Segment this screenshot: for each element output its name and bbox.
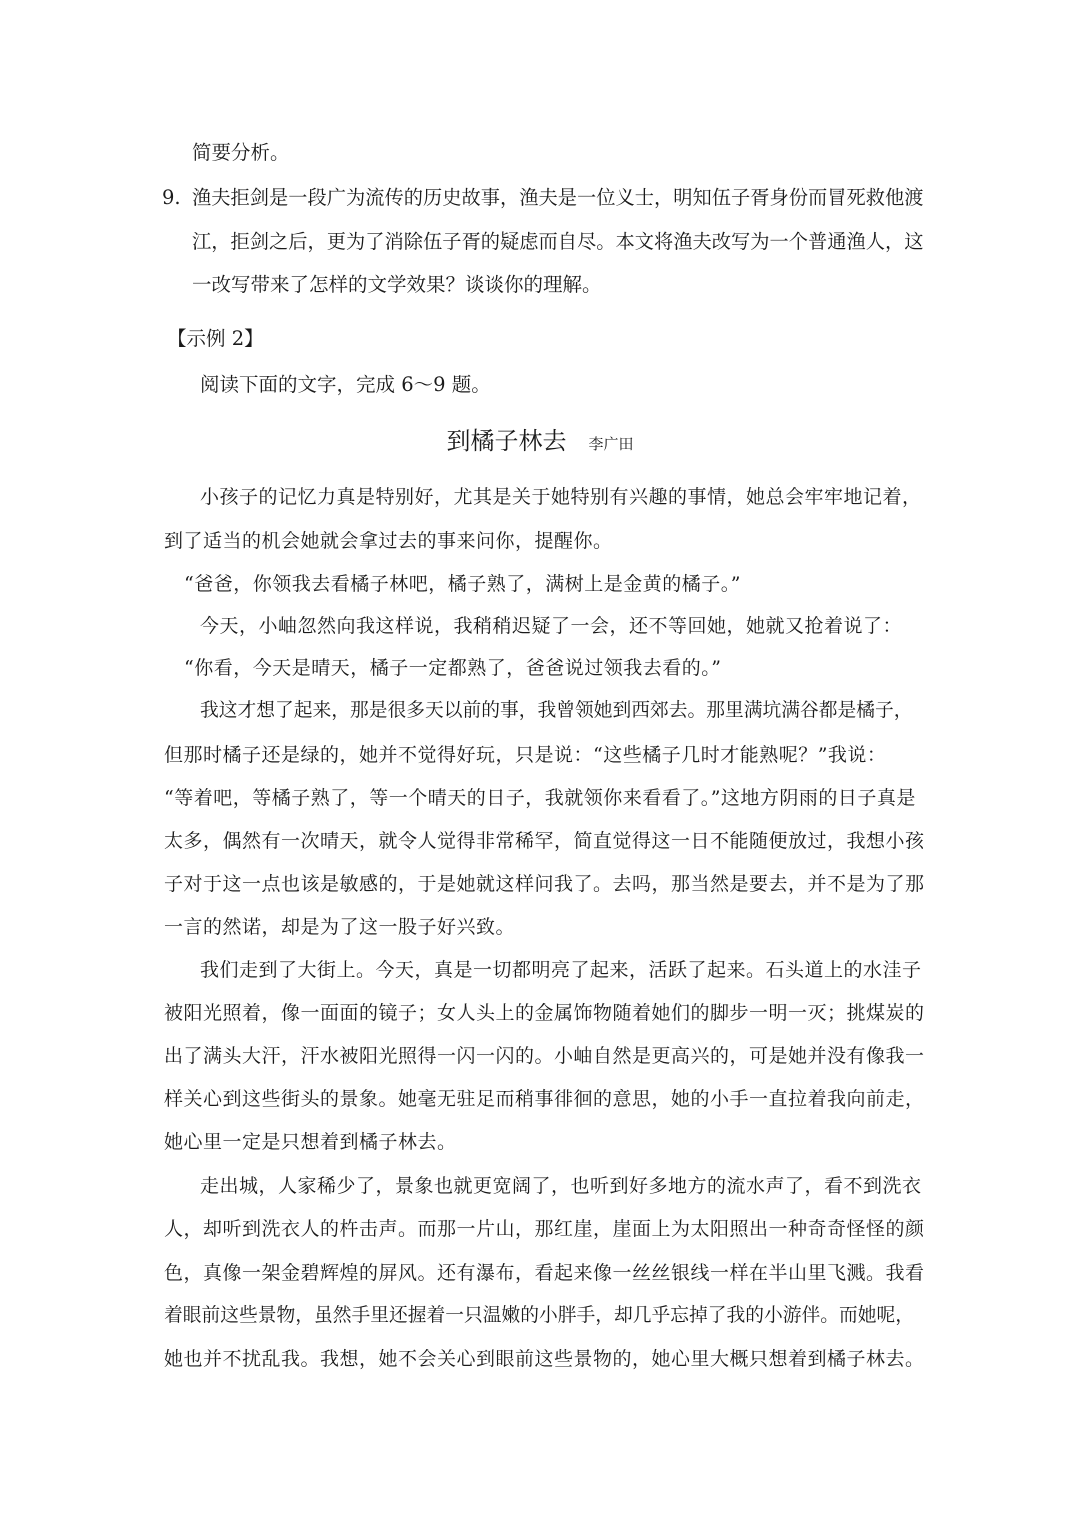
article-line: 色，真像一架金碧辉煌的屏风。还有瀑布，看起来像一丝丝银线一样在半山里飞溅。我看 [164, 1262, 925, 1284]
article-author: 李广田 [588, 435, 634, 453]
question9-line: 江，拒剑之后，更为了消除伍子胥的疑虑而自尽。本文将渔夫改写为一个普通渔人，这 [192, 230, 924, 253]
article-line: 今天，小岫忽然向我这样说，我稍稍迟疑了一会，还不等回她，她就又抢着说了： [200, 615, 903, 637]
article-line: 小孩子的记忆力真是特别好，尤其是关于她特别有兴趣的事情，她总会牢牢地记着， [200, 486, 922, 508]
article-line: 子对于这一点也该是敏感的，于是她就这样问我了。去吗，那当然是要去，并不是为了那 [164, 873, 925, 895]
article-line: 太多，偶然有一次晴天，就令人觉得非常稀罕，简直觉得这一日不能随便放过，我想小孩 [164, 830, 925, 852]
article-line: 出了满头大汗，汗水被阳光照得一闪一闪的。小岫自然是更高兴的，可是她并没有像我一 [164, 1045, 925, 1067]
question-tail: 简要分析。 [192, 141, 290, 164]
article-line: 我这才想了起来，那是很多天以前的事，我曾领她到西郊去。那里满坑满谷都是橘子， [200, 700, 913, 721]
article-line: “你看，今天是晴天，橘子一定都熟了，爸爸说过领我去看的。” [184, 657, 722, 679]
article-line: 走出城，人家稀少了，景象也就更宽阔了，也听到好多地方的流水声了，看不到洗衣 [200, 1175, 922, 1197]
article-line: 样关心到这些街头的景象。她毫无驻足而稍事徘徊的意思，她的小手一直拉着我向前走， [164, 1088, 925, 1110]
article-header [0, 426, 1080, 456]
question9-line: 一改写带来了怎样的文学效果？谈谈你的理解。 [192, 273, 602, 296]
article-line: 但那时橘子还是绿的，她并不觉得好玩，只是说：“这些橘子几时才能熟呢？”我说： [164, 744, 887, 766]
article-line: “等着吧，等橘子熟了，等一个晴天的日子，我就领你来看看了。”这地方阴雨的日子真是 [164, 787, 916, 809]
article-line: 我们走到了大街上。今天，真是一切都明亮了起来，活跃了起来。石头道上的水洼子 [200, 959, 922, 981]
question9-line: 渔夫拒剑是一段广为流传的历史故事，渔夫是一位义士，明知伍子胥身份而冒死救他渡 [192, 186, 924, 209]
article-line: 一言的然诺，却是为了这一股子好兴致。 [164, 916, 516, 938]
example-label: 【示例 2】 [167, 327, 264, 350]
article-line: “爸爸，你领我去看橘子林吧，橘子熟了，满树上是金黄的橘子。” [184, 573, 741, 595]
article-line: 她也并不扰乱我。我想，她不会关心到眼前这些景物的，她心里大概只想着到橘子林去。 [164, 1348, 925, 1370]
article-title: 到橘子林去 [446, 427, 567, 455]
question-number: 9. [162, 186, 181, 209]
article-line: 着眼前这些景物，虽然手里还握着一只温嫩的小胖手，却几乎忘掉了我的小游伴。而她呢， [164, 1305, 914, 1326]
article-line: 她心里一定是只想着到橘子林去。 [164, 1131, 457, 1153]
article-line: 被阳光照着，像一面面的镜子；女人头上的金属饰物随着她们的脚步一明一灭；挑煤炭的 [164, 1002, 925, 1024]
article-line: 人，却听到洗衣人的杵击声。而那一片山，那红崖，崖面上为太阳照出一种奇奇怪怪的颜 [164, 1218, 925, 1240]
article-line: 到了适当的机会她就会拿过去的事来问你，提醒你。 [164, 530, 613, 552]
instruction: 阅读下面的文字，完成 6～9 题。 [200, 373, 491, 396]
